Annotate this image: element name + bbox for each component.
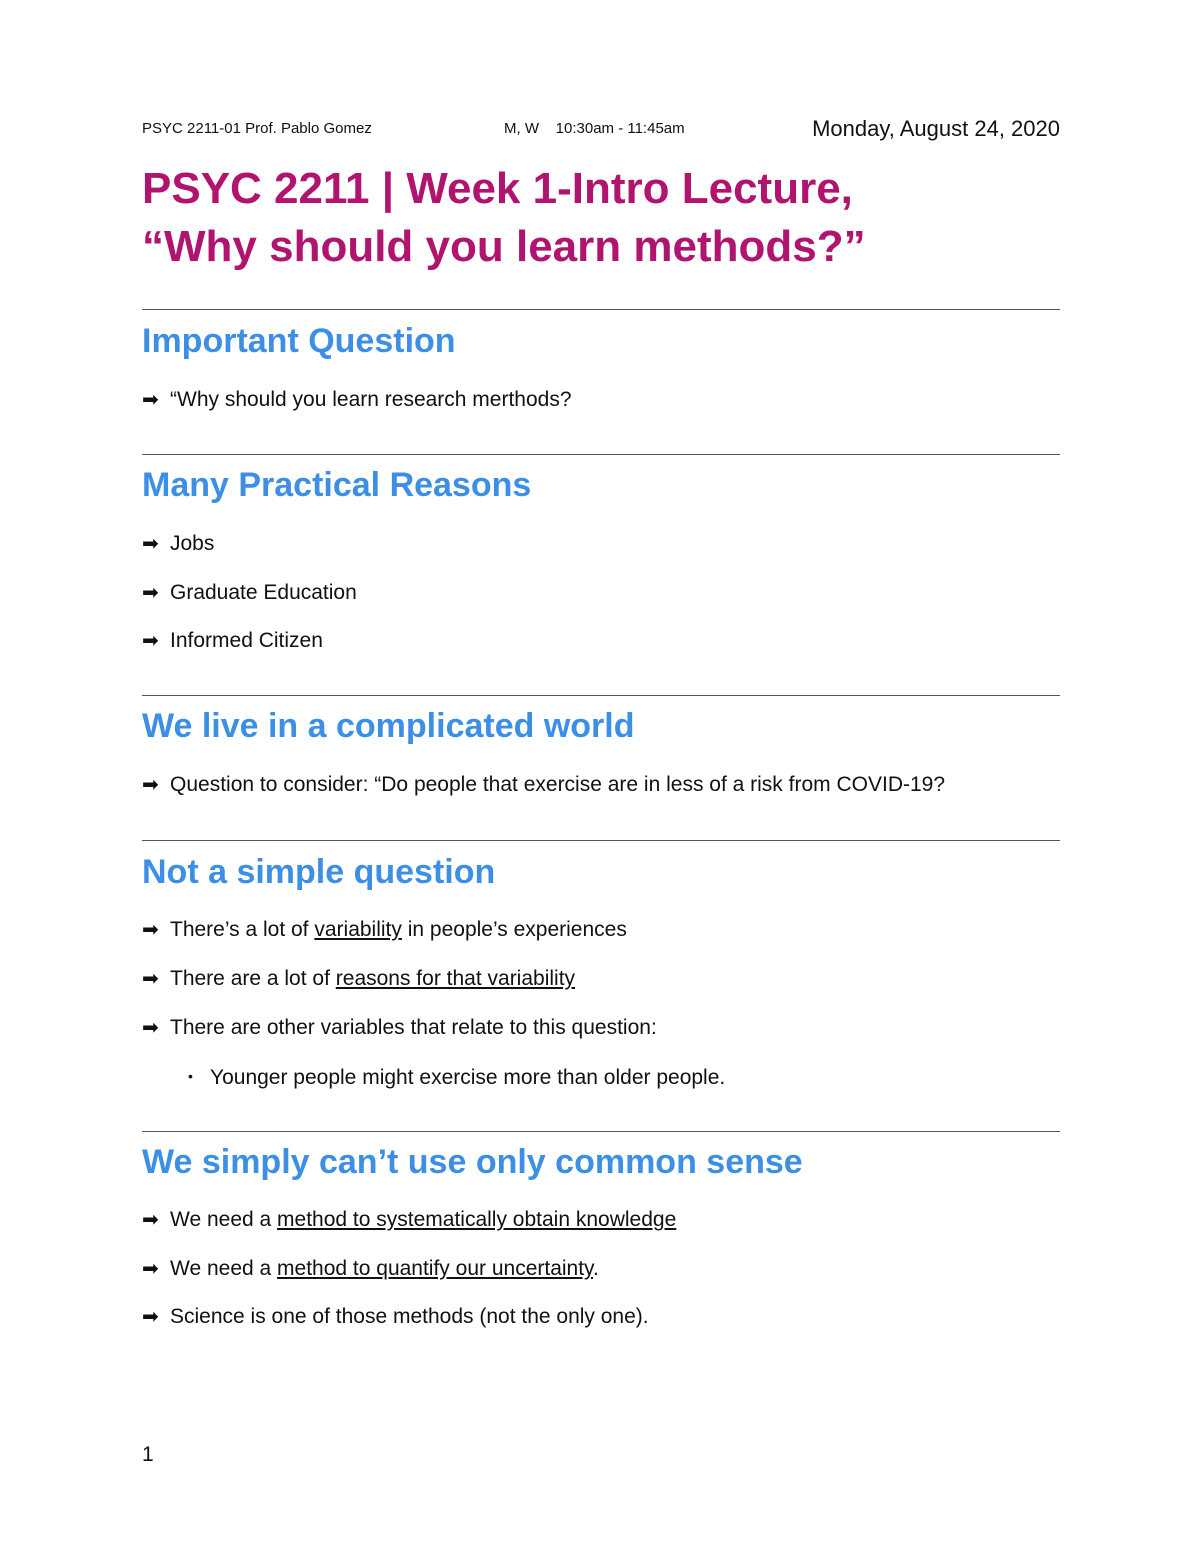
list-item: ➡ Science is one of those methods (not the only one). (142, 1305, 649, 1328)
arrow-right-icon: ➡ (142, 1017, 159, 1039)
page-number: 1 (142, 1443, 154, 1466)
arrow-right-icon: ➡ (142, 1209, 159, 1231)
arrow-right-icon: ➡ (142, 968, 159, 990)
title-line-2: “Why should you learn methods?” (142, 222, 866, 271)
list-item: ➡ We need a method to quantify our uncertainty. (142, 1257, 599, 1280)
list-item: ➡ Graduate Education (142, 581, 357, 604)
list-item: ➡ Jobs (142, 532, 215, 555)
page-header (142, 116, 1060, 146)
page-title (142, 160, 1060, 276)
sub-list-item: • Younger people might exercise more than older people. (188, 1063, 725, 1091)
arrow-right-icon: ➡ (142, 1306, 159, 1328)
section-heading-common-sense: We simply can’t use only common sense (142, 1143, 803, 1181)
section-divider (142, 840, 1060, 841)
title-line-1: PSYC 2211 | Week 1-Intro Lecture, (142, 164, 853, 213)
section-divider (142, 1131, 1060, 1132)
document-page (142, 0, 1060, 1553)
section-divider (142, 695, 1060, 696)
arrow-right-icon: ➡ (142, 774, 159, 796)
arrow-right-icon: ➡ (142, 1258, 159, 1280)
section-divider (142, 454, 1060, 455)
section-divider (142, 309, 1060, 310)
bullet-dot-icon: • (188, 1068, 193, 1084)
list-item: ➡ We need a method to systematically obtain knowledge (142, 1208, 677, 1231)
class-schedule: M, W 10:30am - 11:45am (504, 120, 685, 137)
arrow-right-icon: ➡ (142, 630, 159, 652)
section-heading-practical-reasons: Many Practical Reasons (142, 466, 532, 504)
list-item: ➡ There are other variables that relate to this question: (142, 1016, 657, 1039)
section-heading-not-simple: Not a simple question (142, 853, 496, 891)
section-heading-important-question: Important Question (142, 322, 456, 360)
arrow-right-icon: ➡ (142, 389, 159, 411)
list-item: ➡ There are a lot of reasons for that variability (142, 967, 576, 990)
list-item: ➡ There’s a lot of variability in people’s experiences (142, 918, 627, 941)
lecture-date: Monday, August 24, 2020 (812, 116, 1060, 141)
list-item: ➡ Question to consider: “Do people that exercise are in less of a risk from COVID-19? (142, 773, 946, 796)
course-info: PSYC 2211-01 Prof. Pablo Gomez (142, 120, 372, 137)
arrow-right-icon: ➡ (142, 533, 159, 555)
list-item: ➡ “Why should you learn research merthods? (142, 388, 572, 411)
arrow-right-icon: ➡ (142, 919, 159, 941)
list-item: ➡ Informed Citizen (142, 629, 323, 652)
section-heading-complicated-world: We live in a complicated world (142, 707, 635, 745)
arrow-right-icon: ➡ (142, 582, 159, 604)
